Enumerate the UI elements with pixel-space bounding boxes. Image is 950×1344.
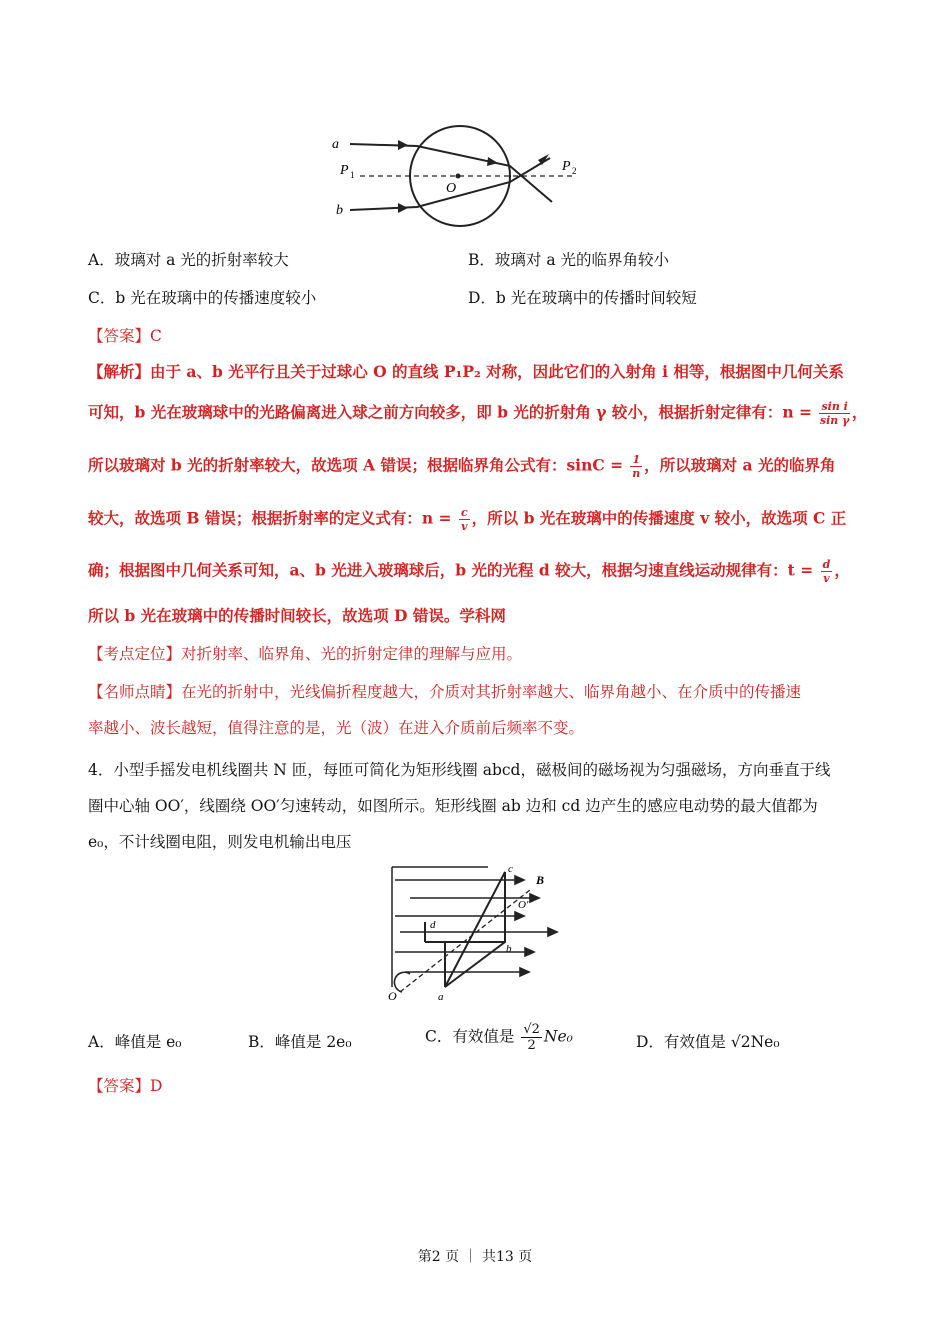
kaodian-line (88, 642, 522, 664)
center-o-dot (456, 174, 461, 179)
q3-option-b: B．玻璃对 a 光的临界角较小 (468, 251, 669, 269)
q3-option-d: D．b 光在玻璃中的传播时间较短 (468, 289, 697, 307)
option-c-suffix: Ne₀ (543, 1027, 573, 1046)
q4-answer-value: D (150, 1077, 163, 1095)
label-B: B (536, 873, 545, 887)
analysis-text-4a: 较大，故选项 B 错误；根据折射率的定义式有：n = (88, 508, 452, 528)
analysis-line-1 (88, 360, 844, 382)
arrow-a2 (487, 157, 498, 166)
label-p2: P (562, 159, 571, 174)
axis-oo-prime (400, 890, 530, 992)
fraction-sin-ratio: $\frac{\text{sin i}}{\text{sin γ}}$ (819, 400, 850, 427)
mingshi-text-1: 在光的折射中，光线偏折程度越大，介质对其折射率越大、临界角越小、在介质中的传播速 (181, 683, 802, 701)
label-p2-sub: 2 (572, 166, 577, 176)
fraction-d-over-v: $\frac{d}{v}$ (822, 558, 831, 585)
answer-tag: 【答案】 (88, 327, 151, 345)
fraction-sqrt2-over-2: $\frac{√2}{2}$ (523, 1022, 540, 1053)
analysis-line-3 (88, 453, 835, 480)
coil-abcd (425, 872, 505, 987)
analysis-text-1: 由于 a、b 光平行且关于过球心 O 的直线 P₁P₂ 对称，因此它们的入射角 i 相等，根据图中几何关系 (150, 362, 844, 381)
analysis-text-3a: 所以玻璃对 b 光的折射率较大，故选项 A 错误；根据临界角公式有：sinC = (88, 455, 624, 475)
analysis-text-5a: 确；根据图中几何关系可知，a、b 光进入玻璃球后，b 光的光程 d 较大，根据匀速直线运动规律有：t = (88, 560, 814, 580)
analysis-line-2: 可知，b 光在玻璃球中的光路偏离进入球之前方向较多，即 b 光的折射角 γ 较小，根据折射定律有：n = $\frac{\text{sin i}}{\text{sin γ}}$ ， (88, 400, 868, 427)
rotation-arrow (394, 972, 410, 992)
mingshi-tag: 【名师点睛】 (88, 683, 182, 701)
analysis-line-4 (88, 506, 846, 533)
arrow-b1 (398, 203, 408, 213)
mingshi-line-1 (88, 680, 801, 702)
q4-option-a: A．峰值是 e₀ (88, 1033, 182, 1051)
q4-stem-line-2: 圈中心轴 OO′，线圈绕 OO′匀速转动，如图所示。矩形线圈 ab 边和 cd 边产生的感应电动势的最大值都为 (88, 797, 818, 815)
label-o-prime: O′ (518, 899, 529, 911)
q4-option-c (425, 1022, 573, 1053)
q4-option-d: D．有效值是 √2Ne₀ (636, 1033, 780, 1051)
answer-value: C (150, 327, 162, 345)
analysis-text-4b: ，所以 b 光在玻璃中的传播速度 v 较小，故选项 C 正 (471, 508, 847, 528)
label-b: b (506, 943, 512, 955)
analysis-line-6: 所以 b 光在玻璃中的传播时间较长，故选项 D 错误。学科网 (88, 606, 506, 625)
analysis-text-2: 可知，b 光在玻璃球中的光路偏离进入球之前方向较多，即 b 光的折射角 γ 较小，根据折射定律有：n = (88, 402, 813, 422)
q4-option-b: B．峰值是 2e₀ (248, 1033, 352, 1051)
label-p1-sub: 1 (350, 170, 355, 180)
label-a: a (438, 991, 444, 1002)
label-o: O (446, 181, 457, 196)
kaodian-text: 对折射率、临界角、光的折射定律的理解与应用。 (181, 645, 523, 663)
arrow-a1 (398, 140, 408, 150)
label-o: O (388, 989, 397, 1002)
q3-option-c: C．b 光在玻璃中的传播速度较小 (88, 289, 317, 307)
label-a: a (332, 137, 339, 152)
kaodian-tag: 【考点定位】 (88, 645, 182, 663)
analysis-tag: 【解析】 (88, 362, 151, 381)
label-b: b (336, 203, 343, 218)
analysis-text-3b: ，所以玻璃对 a 光的临界角 (644, 455, 836, 475)
label-d: d (430, 919, 436, 931)
q4-generator-diagram (380, 862, 570, 1002)
q3-option-a: A．玻璃对 a 光的折射率较大 (88, 251, 289, 269)
fraction-one-over-n: $\frac{1}{n}$ (632, 453, 641, 480)
q4-stem-line-1: 4．小型手摇发电机线圈共 N 匝，每匝可简化为矩形线圈 abcd，磁极间的磁场视为匀强磁场，方向垂直于线 (88, 761, 831, 779)
page-footer: 第2 页 ｜ 共13 页 (417, 1249, 533, 1265)
q4-stem-line-3: e₀，不计线圈电阻，则发电机输出电压 (88, 833, 352, 851)
q4-answer (88, 1074, 162, 1096)
q3-answer (88, 324, 162, 346)
q4-answer-tag: 【答案】 (88, 1077, 151, 1095)
analysis-line-5: 确；根据图中几何关系可知，a、b 光进入玻璃球后，b 光的光程 d 较大，根据匀速直线运动规律有：t = $\frac{d}{v}$ ， (88, 558, 850, 585)
fraction-c-over-v: $\frac{c}{v}$ (460, 506, 468, 533)
label-c: c (508, 863, 513, 875)
q3-refraction-diagram (330, 124, 590, 234)
label-p1: P (340, 163, 349, 178)
option-c-prefix: C．有效值是 (425, 1027, 515, 1046)
mingshi-line-2: 率越小、波长越短，值得注意的是，光（波）在进入介质前后频率不变。 (88, 719, 585, 737)
